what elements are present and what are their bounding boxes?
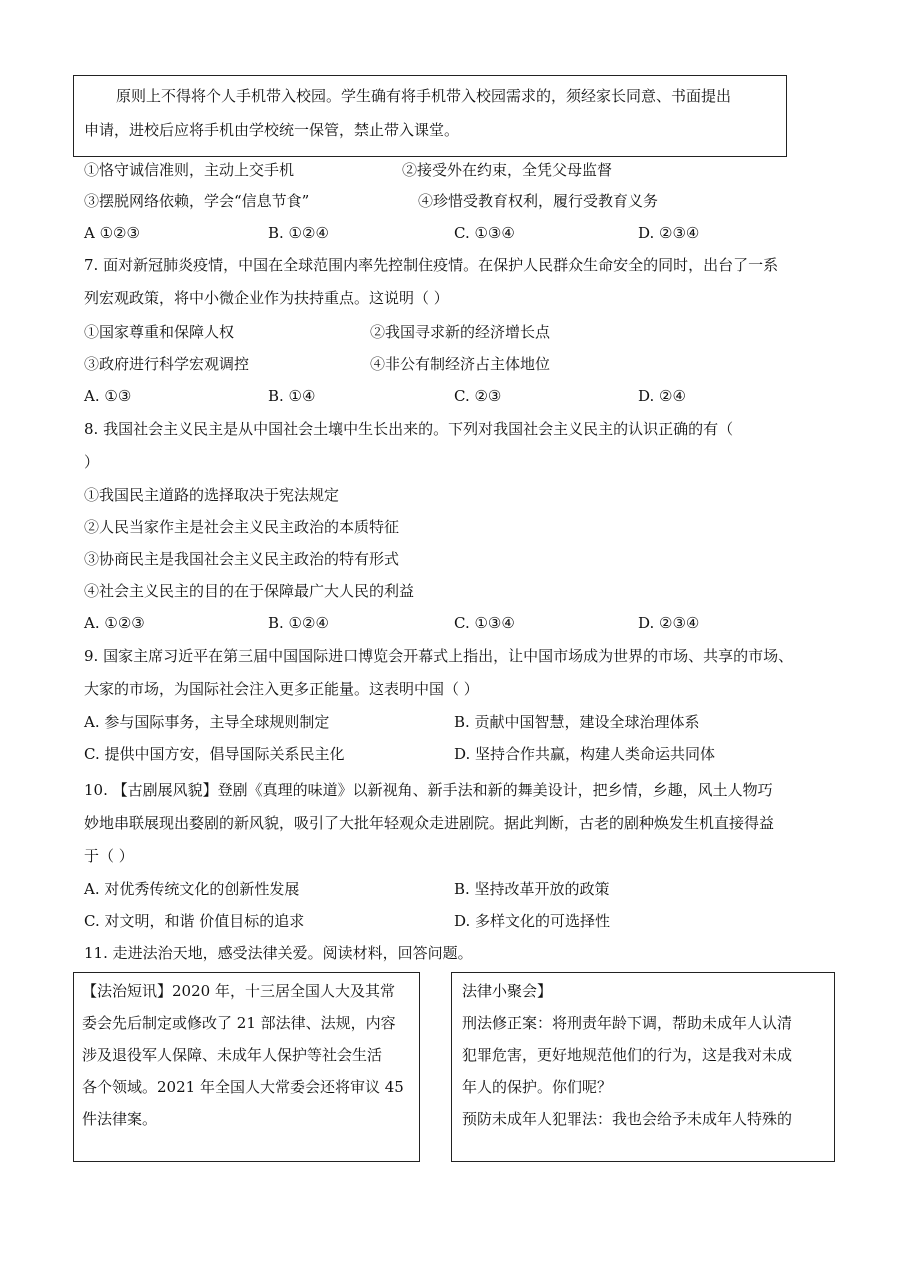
q11-right-line-3: 犯罪危害，更好地规范他们的行为，这是我对未成 <box>462 1046 793 1064</box>
q11-left-line-1: 【法治短讯】2020 年，十三居全国人大及其常 <box>82 982 395 1000</box>
q9-stem-line-1: 9. 国家主席习近平在第三届中国国际进口博览会开幕式上指出，让中国市场成为世界的市场、共享的市场、 <box>84 647 794 665</box>
q7-statement-3: ③政府进行科学宏观调控 <box>84 355 250 373</box>
q10-option-d[interactable]: D. 多样文化的可选择性 <box>454 912 611 930</box>
q8-option-b[interactable]: B. ①②④ <box>268 614 329 632</box>
q6-material-box <box>73 75 787 157</box>
q6-statement-2: ②接受外在约束，全凭父母监督 <box>402 161 613 179</box>
q6-statement-4: ④珍惜受教育权利，履行受教育义务 <box>418 192 659 210</box>
q8-stem-line-2: ） <box>84 453 100 471</box>
q10-stem-line-3: 于（ ） <box>84 847 134 865</box>
q7-statement-4: ④非公有制经济占主体地位 <box>370 355 551 373</box>
q11-stem: 11. 走进法治天地，感受法律关爱。阅读材料，回答问题。 <box>84 944 473 962</box>
q6-material-line-2: 申请，进校后应将手机由学校统一保管，禁止带入课堂。 <box>84 121 460 139</box>
q7-statement-2: ②我国寻求新的经济增长点 <box>370 323 551 341</box>
q9-option-a[interactable]: A. 参与国际事务，主导全球规则制定 <box>84 713 330 731</box>
q9-stem-line-2: 大家的市场，为国际社会注入更多正能量。这表明中国（ ） <box>84 680 479 698</box>
q10-stem-line-2: 妙地串联展现出婺剧的新风貌，吸引了大批年轻观众走进剧院。据此判断，古老的剧种焕发生机直接得益 <box>84 814 775 832</box>
q6-option-a[interactable]: A ①②③ <box>84 224 140 242</box>
q8-statement-3: ③协商民主是我国社会主义民主政治的特有形式 <box>84 550 400 568</box>
q6-statement-3: ③摆脱网络依赖，学会“信息节食” <box>84 192 310 210</box>
q10-stem-line-1: 10. 【古剧展风貌】登剧《真理的味道》以新视角、新手法和新的舞美设计，把乡情，乡趣，风土人物巧 <box>84 781 773 799</box>
q11-left-line-3: 涉及退役军人保障、未成年人保护等社会生活 <box>82 1046 383 1064</box>
q8-stem-line-1: 8. 我国社会主义民主是从中国社会土壤中生长出来的。下列对我国社会主义民主的认识正确的有（ <box>84 420 734 438</box>
q8-option-a[interactable]: A. ①②③ <box>84 614 145 632</box>
q11-left-line-5: 件法律案。 <box>82 1110 158 1128</box>
q6-statement-1: ①恪守诚信准则，主动上交手机 <box>84 161 295 179</box>
q6-option-c[interactable]: C. ①③④ <box>454 224 515 242</box>
q11-right-line-5: 预防未成年人犯罪法：我也会给予未成年人特殊的 <box>462 1110 793 1128</box>
q9-option-d[interactable]: D. 坚持合作共赢，构建人类命运共同体 <box>454 745 716 763</box>
q9-option-c[interactable]: C. 提供中国方安，倡导国际关系民主化 <box>84 745 345 763</box>
q11-right-line-1: 法律小聚会】 <box>462 982 553 1000</box>
q8-statement-4: ④社会主义民主的目的在于保障最广大人民的利益 <box>84 582 415 600</box>
q8-statement-2: ②人民当家作主是社会主义民主政治的本质特征 <box>84 518 400 536</box>
q10-option-c[interactable]: C. 对文明，和谐 价值目标的追求 <box>84 912 305 930</box>
q8-statement-1: ①我国民主道路的选择取决于宪法规定 <box>84 486 340 504</box>
q11-left-line-2: 委会先后制定或修改了 21 部法律、法规，内容 <box>82 1014 396 1032</box>
q7-stem-line-1: 7. 面对新冠肺炎疫情，中国在全球范围内率先控制住疫情。在保护人民群众生命安全的同时，出台了一系 <box>84 256 779 274</box>
q11-right-material-box <box>451 972 835 1162</box>
q11-left-line-4: 各个领域。2021 年全国人大常委会还将审议 45 <box>82 1078 404 1096</box>
q9-option-b[interactable]: B. 贡献中国智慧，建设全球治理体系 <box>454 713 700 731</box>
q11-right-line-4: 年人的保护。你们呢？ <box>462 1078 613 1096</box>
q7-option-d[interactable]: D. ②④ <box>638 387 686 405</box>
q6-material-line-1: 原则上不得将个人手机带入校园。学生确有将手机带入校园需求的，须经家长同意、书面提出 <box>116 87 732 105</box>
q8-option-d[interactable]: D. ②③④ <box>638 614 700 632</box>
q8-option-c[interactable]: C. ①③④ <box>454 614 515 632</box>
q10-option-b[interactable]: B. 坚持改革开放的政策 <box>454 880 610 898</box>
q11-right-line-2: 刑法修正案：将刑责年龄下调，帮助未成年人认清 <box>462 1014 793 1032</box>
q6-option-b[interactable]: B. ①②④ <box>268 224 329 242</box>
q7-option-b[interactable]: B. ①④ <box>268 387 316 405</box>
q10-option-a[interactable]: A. 对优秀传统文化的创新性发展 <box>84 880 300 898</box>
q7-statement-1: ①国家尊重和保障人权 <box>84 323 235 341</box>
q7-option-c[interactable]: C. ②③ <box>454 387 502 405</box>
q7-stem-line-2: 列宏观政策，将中小微企业作为扶持重点。这说明（ ） <box>84 289 449 307</box>
q6-option-d[interactable]: D. ②③④ <box>638 224 700 242</box>
q7-option-a[interactable]: A. ①③ <box>84 387 132 405</box>
q11-left-material-box <box>73 972 420 1162</box>
